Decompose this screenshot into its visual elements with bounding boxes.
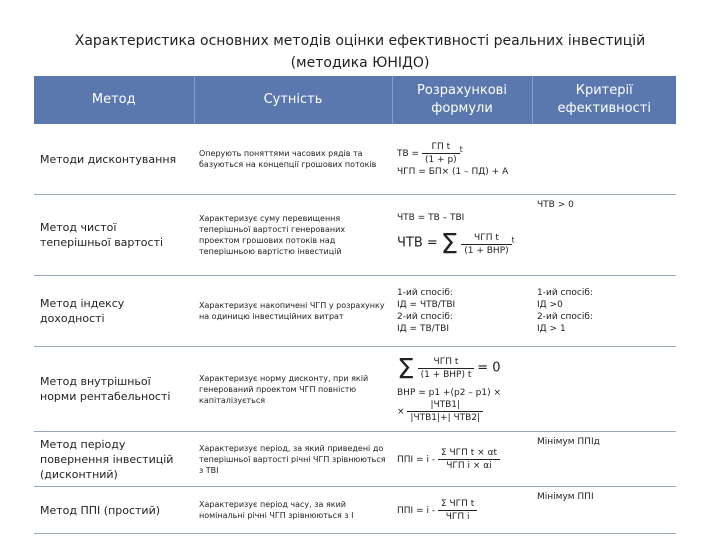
- fraction-denominator: (1 + ВНР): [464, 245, 509, 256]
- criteria-line: 2-ий спосіб:: [537, 312, 593, 322]
- essence-cell: Характеризує період, за який приведені до теперішньої вартості річні ЧГП зрівнюються з ТВІ: [194, 432, 392, 487]
- formula-line: 1-ий спосіб:: [397, 288, 453, 298]
- formula-fraction: [418, 356, 475, 381]
- method-cell: Метод чистої теперішньої вартості: [34, 195, 194, 276]
- formula-fraction: [422, 141, 460, 166]
- fraction-denominator: |ЧТВ1|+| ЧТВ2|: [410, 412, 481, 423]
- criteria-cell: Мінімум ППІд: [532, 432, 676, 487]
- formula-cell: [392, 124, 532, 195]
- criteria-line: ІД >0: [537, 300, 563, 310]
- criteria-cell: [532, 124, 676, 195]
- formula-fraction: [438, 498, 477, 523]
- title-line-2: (методика ЮНІДО): [290, 55, 430, 71]
- table-row: [34, 432, 676, 487]
- table-row: [34, 347, 676, 432]
- formula-lhs: ППІ = і -: [397, 505, 436, 516]
- fraction-denominator: (1 + ВНР) t: [420, 370, 472, 380]
- method-cell: Метод індексу доходності: [34, 276, 194, 347]
- fraction-denominator: ЧГП і: [445, 511, 470, 522]
- formula-fraction: [461, 232, 511, 257]
- criteria-cell: Мінімум ППІ: [532, 487, 676, 534]
- formula-cell: [392, 487, 532, 534]
- header-essence: Сутність: [194, 76, 392, 124]
- fraction-numerator: ЧГП t: [418, 356, 475, 369]
- fraction-numerator: |ЧТВ1|: [407, 399, 483, 412]
- header-formulas: Розрахункові формули: [392, 76, 532, 124]
- fraction-numerator: Σ ЧГП t × αt: [438, 447, 500, 460]
- fraction-numerator: ГП t: [422, 141, 460, 154]
- formula-line: ІД = ЧТВ/ТВІ: [397, 300, 456, 310]
- formula-equals-zero: = 0: [477, 360, 501, 375]
- formula-cell: [392, 432, 532, 487]
- fraction-numerator: ЧГП t: [461, 232, 511, 245]
- essence-cell: Характеризує суму перевищення теперішньої вартості генерованих проектом грошових потоків над теперішньою вартістю інвестицій: [194, 195, 392, 276]
- methods-table: [34, 76, 676, 534]
- formula-exponent: t: [511, 235, 515, 245]
- formula-lhs: ППІ = і -: [397, 454, 436, 465]
- formula-npv-line: ЧТВ = ТВ – ТВІ: [397, 213, 465, 223]
- method-cell: Метод періоду повернення інвестицій (дисконтний): [34, 432, 194, 487]
- formula-line: 2-ий спосіб:: [397, 312, 453, 322]
- fraction-numerator: Σ ЧГП t: [438, 498, 477, 511]
- fraction-denominator: (1 + р): [424, 154, 457, 165]
- essence-cell: Характеризує період часу, за який номінальні річні ЧГП зрівнюються з І: [194, 487, 392, 534]
- formula-fraction: [407, 399, 483, 424]
- essence-cell: Характеризує норму дисконту, при якій генерований проектом ЧГП повністю капіталізується: [194, 347, 392, 432]
- table-header-row: [34, 76, 676, 124]
- criteria-line: ІД > 1: [537, 324, 566, 334]
- formula-line: ІД = ТВ/ТВІ: [397, 324, 449, 334]
- essence-cell: Оперують поняттями часових рядів та базуються на концепції грошових потоків: [194, 124, 392, 195]
- formula-fraction: [438, 447, 500, 472]
- table-row: [34, 195, 676, 276]
- criteria-cell: ЧТВ > 0: [532, 195, 676, 276]
- header-method: Метод: [34, 76, 194, 124]
- formula-cell: [392, 347, 532, 432]
- formula-exponent: t: [459, 144, 463, 154]
- method-cell: Методи дисконтування: [34, 124, 194, 195]
- formula-lhs: ЧТВ =: [397, 235, 438, 251]
- formula-lhs: ТВ =: [397, 148, 420, 159]
- sigma-symbol: Σ: [440, 227, 459, 260]
- formula-cell: [392, 276, 532, 347]
- table-row: [34, 276, 676, 347]
- formula-times: ×: [397, 406, 405, 417]
- criteria-cell: [532, 276, 676, 347]
- page-title: [20, 30, 700, 74]
- criteria-cell: [532, 347, 676, 432]
- essence-cell: Характеризує накопичені ЧГП у розрахунку на одиницю інвестиційних витрат: [194, 276, 392, 347]
- fraction-denominator: ЧГП і × αі: [446, 460, 492, 471]
- sigma-symbol: Σ: [397, 351, 415, 385]
- method-cell: Метод ППІ (простий): [34, 487, 194, 534]
- formula-vnr: ВНР = р1 +(р2 – р1) ×: [397, 387, 501, 398]
- table-row: [34, 487, 676, 534]
- formula-chgp: ЧГП = БП× (1 – ПД) + А: [397, 166, 509, 177]
- formula-cell: [392, 195, 532, 276]
- method-cell: Метод внутрішньої норми рентабельності: [34, 347, 194, 432]
- title-line-1: Характеристика основних методів оцінки ефективності реальних інвестицій: [74, 33, 646, 49]
- header-criteria: Критерії ефективності: [532, 76, 676, 124]
- criteria-line: 1-ий спосіб:: [537, 288, 593, 298]
- table-row: [34, 124, 676, 195]
